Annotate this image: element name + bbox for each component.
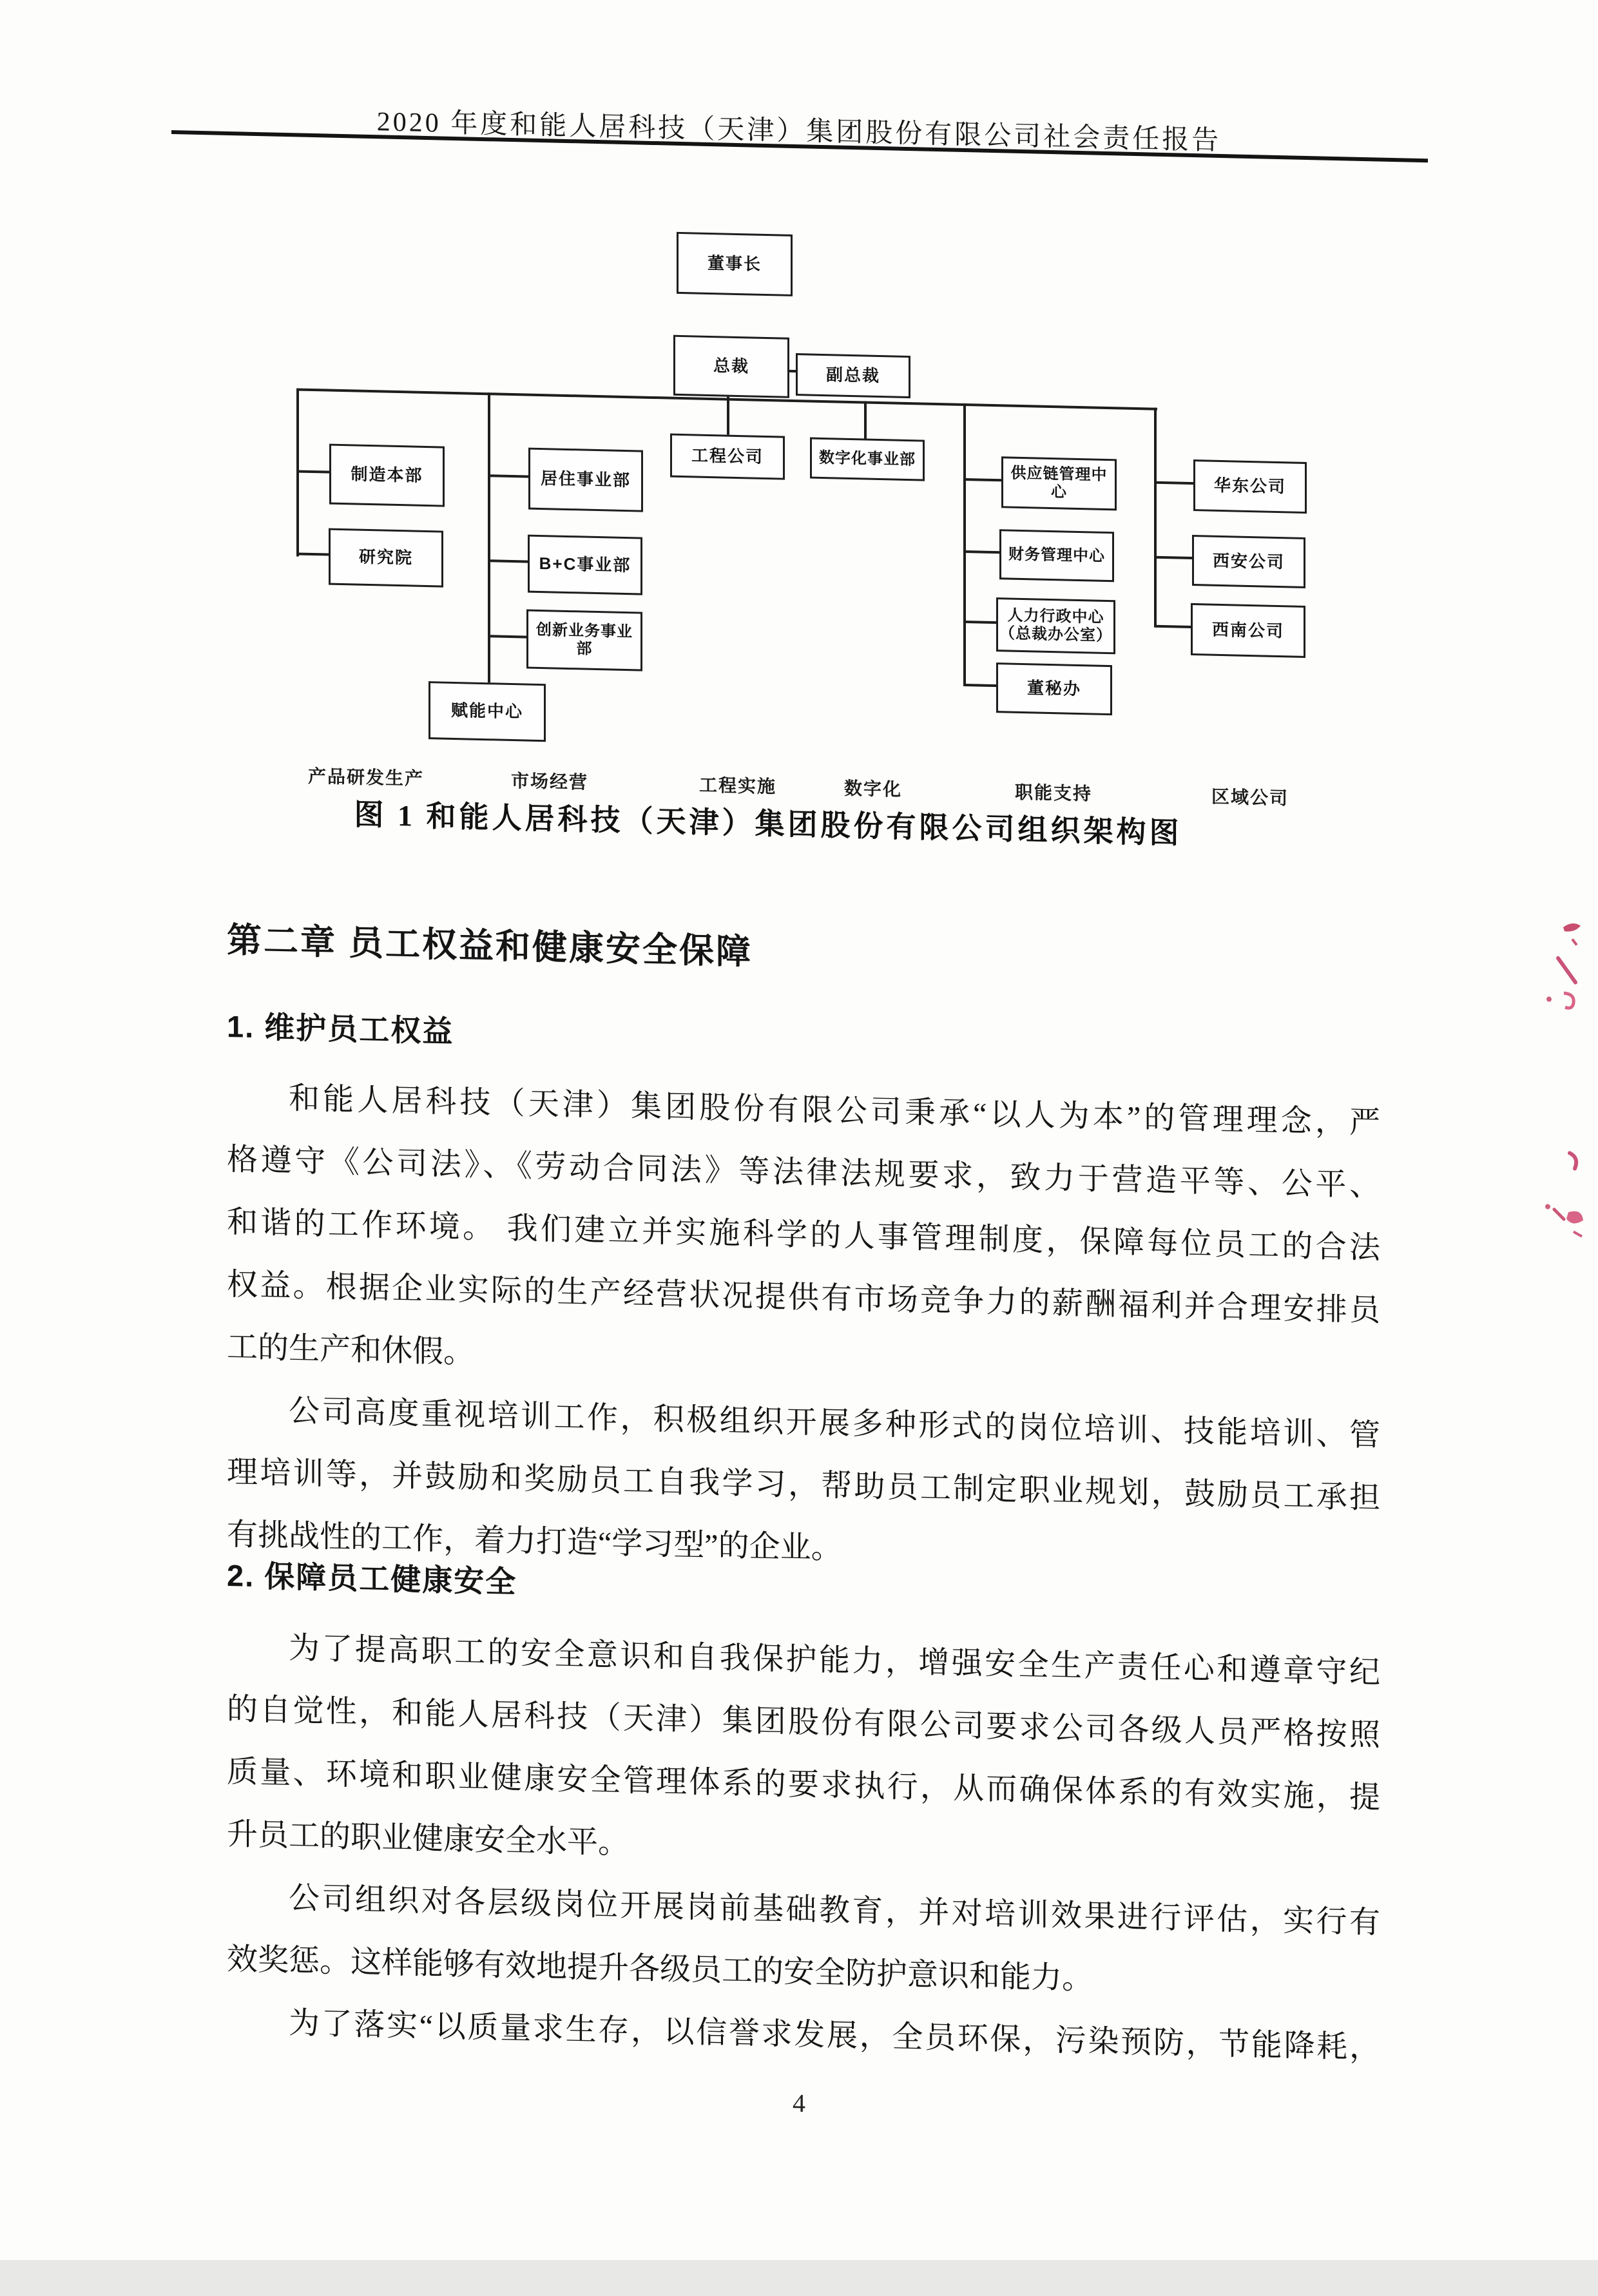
paragraph-line: 效奖惩。这样能够有效地提升各级员工的安全防护意识和能力。 (227, 1942, 1093, 1996)
paragraph-line: 有挑战性的工作，着力打造“学习型”的企业。 (227, 1517, 842, 1566)
node-xian (1192, 535, 1305, 588)
connector-stub-supply (965, 478, 1003, 481)
paragraph-line: 为了落实“以质量求生存，以信誉求发展，全员环保，污染预防，节能降耗， (289, 2006, 1380, 2065)
paragraph-line: 格遵守《公司法》、《劳动合同法》等法律法规要求，致力于营造平等、公平、 (227, 1142, 1380, 1203)
node-research (329, 528, 443, 588)
connector-stub-east (1155, 481, 1195, 485)
paragraph-line: 工的生产和休假。 (227, 1329, 475, 1370)
connector-digital-drop (864, 401, 867, 439)
node-manufacturing (329, 444, 445, 507)
connector-trunk3 (963, 403, 966, 686)
column-label-engineering: 工程实施 (699, 775, 777, 797)
node-residential-label: 居住事业部 (540, 468, 631, 490)
paragraph-line: 理培训等，并鼓励和奖励员工自我学习，帮助员工制定职业规划，鼓励员工承担 (227, 1454, 1380, 1516)
paragraph-line: 质量、环境和职业健康安全管理体系的要求执行，从而确保体系的有效实施，提 (227, 1754, 1380, 1815)
red-ink-mark-lower (1540, 1144, 1592, 1262)
figure-caption: 图 1 和能人居科技（天津）集团股份有限公司组织架构图 (354, 798, 1182, 850)
node-xian-label: 西安公司 (1212, 550, 1285, 572)
section1-heading: 1. 维护员工权益 (227, 1008, 454, 1048)
node-hr-admin-label-line2: （总裁办公室） (999, 624, 1112, 645)
paragraph-line: 升员工的职业健康安全水平。 (227, 1817, 630, 1861)
node-president-label: 总裁 (713, 356, 749, 376)
connector-stub-southwest (1155, 625, 1192, 628)
node-engineering (670, 434, 785, 480)
paragraph-3 (227, 1616, 1380, 1892)
node-southwest-label: 西南公司 (1211, 619, 1284, 641)
node-research-label: 研究院 (358, 546, 413, 568)
node-innovation-label: 创新业务事业部 (536, 621, 633, 658)
node-digital (810, 438, 925, 481)
node-vice-president (796, 353, 910, 398)
connector-trunk4 (1154, 408, 1157, 628)
red-ink-mark-upper (1544, 919, 1593, 1023)
node-east-china-label: 华东公司 (1213, 475, 1286, 497)
node-empowerment (428, 681, 546, 742)
node-bc-division (528, 535, 642, 595)
node-vice-president-label: 副总裁 (825, 365, 880, 386)
node-board-secretary (996, 662, 1112, 715)
paragraph-line: 公司高度重视培训工作，积极组织开展多种形式的岗位培训、技能培训、管 (289, 1394, 1380, 1453)
column-label-regional-companies: 区域公司 (1211, 786, 1289, 809)
node-manufacturing-label: 制造本部 (351, 464, 423, 485)
node-engineering-label: 工程公司 (691, 445, 764, 467)
connector-stub-bc (489, 559, 529, 563)
node-innovation (526, 610, 642, 671)
node-chairman-label: 董事长 (707, 253, 762, 274)
column-label-functional-support: 职能支持 (1015, 782, 1093, 804)
column-label-digital: 数字化 (844, 778, 903, 800)
connector-stub-secretary (965, 684, 997, 687)
node-chairman (677, 232, 793, 296)
paragraph-1 (227, 1066, 1380, 1405)
paragraph-line: 权益。根据企业实际的生产经营状况提供有市场竞争力的薪酬福利并合理安排员 (227, 1267, 1380, 1328)
connector-stub-residential (489, 474, 530, 478)
connector-stub-innovation (489, 635, 528, 638)
paragraph-line: 的自觉性，和能人居科技（天津）集团股份有限公司要求公司各级人员严格按照 (227, 1692, 1380, 1753)
node-supply-chain (1001, 456, 1117, 510)
paragraph-line: 和能人居科技（天津）集团股份有限公司秉承“以人为本”的管理理念，严 (289, 1081, 1380, 1141)
node-bc-division-label: B+C事业部 (539, 554, 631, 575)
node-hr-admin-label-line1: 人力行政中心 (1007, 606, 1104, 627)
section2-heading: 2. 保障员工健康安全 (227, 1558, 517, 1599)
node-hr-admin (996, 597, 1115, 654)
chapter-heading: 第二章 员工权益和健康安全保障 (227, 920, 753, 972)
connector-stub-research (296, 552, 331, 555)
connector-stub-manufacturing (296, 470, 331, 473)
node-supply-chain-label: 供应链管理中心 (1010, 465, 1108, 501)
connector-stub-xian (1155, 556, 1193, 559)
connector-stub-hr (965, 621, 997, 624)
node-southwest (1191, 603, 1305, 658)
page-header-title: 2020 年度和能人居科技（天津）集团股份有限公司社会责任报告 (376, 107, 1222, 157)
node-digital-label: 数字化事业部 (819, 449, 916, 469)
connector-trunk2 (488, 392, 490, 684)
column-label-rnd-production: 产品研发生产 (308, 766, 425, 789)
node-board-secretary-label: 董秘办 (1026, 678, 1081, 699)
node-empowerment-label: 赋能中心 (450, 700, 523, 722)
page-number: 4 (793, 2088, 805, 2118)
node-president (673, 335, 789, 398)
node-finance-label: 财务管理中心 (1008, 545, 1105, 566)
node-finance (999, 529, 1114, 582)
column-label-marketing: 市场经营 (511, 770, 589, 793)
node-residential (528, 448, 643, 512)
connector-stub-finance (965, 550, 1001, 554)
connector-president-drop (727, 393, 729, 436)
paragraph-line: 和谐的工作环境。 我们建立并实施科学的人事管理制度，保障每位员工的合法 (227, 1204, 1380, 1266)
paragraph-line: 公司组织对各层级岗位开展岗前基础教育，并对培训效果进行评估，实行有 (289, 1881, 1380, 1940)
paragraph-line: 为了提高职工的安全意识和自我保护能力，增强安全生产责任心和遵章守纪 (289, 1631, 1380, 1690)
node-east-china (1193, 459, 1307, 514)
